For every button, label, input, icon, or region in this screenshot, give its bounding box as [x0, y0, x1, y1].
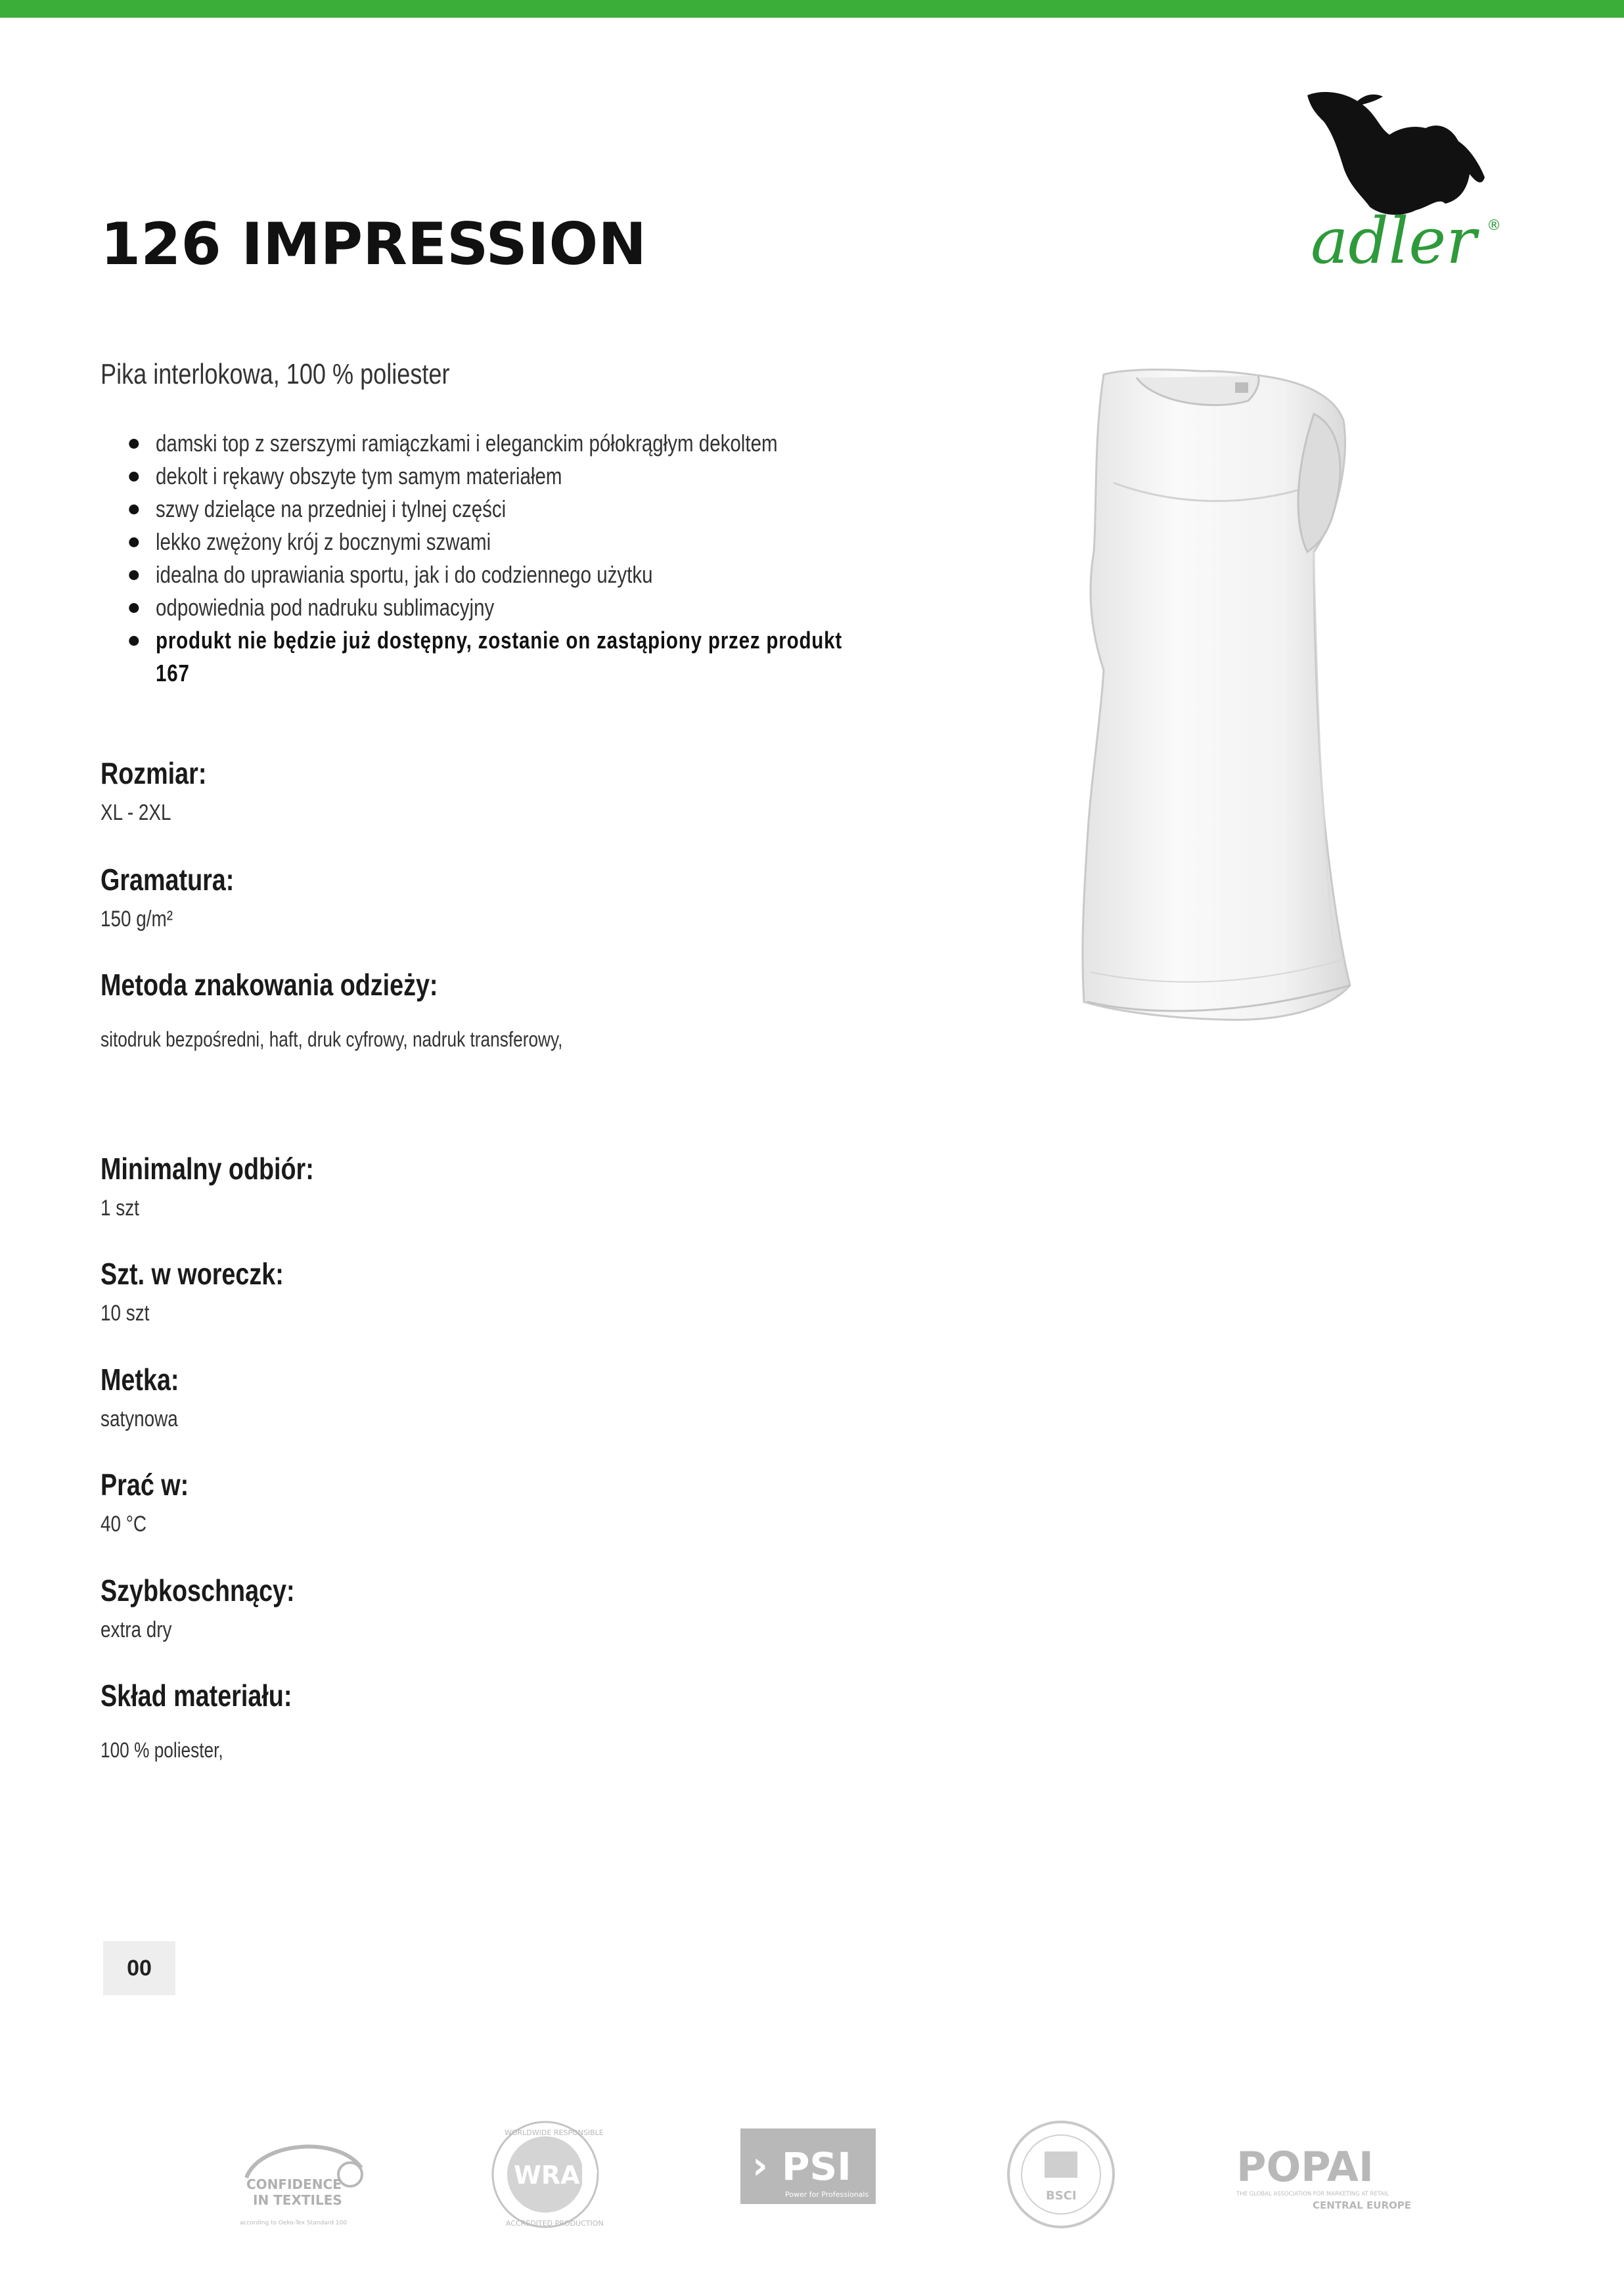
- spec-value: 10 szt: [101, 1301, 150, 1326]
- svg-text:ACCREDITED PRODUCTION: ACCREDITED PRODUCTION: [506, 2219, 604, 2228]
- svg-text:CONFIDENCE: CONFIDENCE: [246, 2176, 342, 2192]
- spec-value: extra dry: [101, 1617, 172, 1642]
- svg-text:THE GLOBAL ASSOCIATION FOR MAR: THE GLOBAL ASSOCIATION FOR MARKETING AT RETAIL: [1236, 2191, 1389, 2197]
- spec-label: Rozmiar:: [101, 756, 207, 790]
- product-image-tank-top: [1025, 355, 1393, 1045]
- svg-text:›: ›: [752, 2143, 768, 2188]
- spec-value: XL - 2XL: [101, 800, 171, 825]
- feature-item: idealna do uprawiania sportu, jak i do codziennego użytku: [156, 558, 802, 591]
- popai-logo: [1235, 2115, 1412, 2234]
- feature-item: szwy dzielące na przedniej i tylnej części: [156, 493, 802, 526]
- spec-value: sitodruk bezpośredni, haft, druk cyfrowy, nadruk transferowy,: [101, 1027, 563, 1051]
- psi-logo: [739, 2115, 877, 2234]
- wrap-logo: [486, 2115, 604, 2234]
- feature-item: lekko zwężony krój z bocznymi szwami: [156, 526, 802, 558]
- spec-quick-dry: [101, 1573, 337, 1643]
- confidence-in-textiles-logo: [233, 2115, 371, 2234]
- feature-item: dekolt i rękawy obszyte tym samym materiałem: [156, 460, 802, 493]
- svg-text:CENTRAL EUROPE: CENTRAL EUROPE: [1313, 2199, 1411, 2211]
- eagle-icon: [1297, 82, 1508, 279]
- product-title: 126 IMPRESSION: [101, 210, 647, 278]
- spec-value: 1 szt: [101, 1196, 139, 1221]
- spec-label-type: [101, 1362, 196, 1432]
- spec-label: Metoda znakowania odzieży:: [101, 968, 438, 1002]
- color-swatch-00[interactable]: 00: [103, 1941, 175, 1995]
- svg-text:PSI: PSI: [782, 2144, 851, 2189]
- bsci-logo: [1005, 2115, 1117, 2234]
- material-subtitle: Pika interlokowa, 100 % poliester: [101, 358, 450, 390]
- spec-label: Metka:: [101, 1362, 179, 1397]
- feature-list: [156, 427, 944, 690]
- spec-label: Gramatura:: [101, 863, 235, 897]
- spec-value: 40 °C: [101, 1512, 147, 1537]
- svg-text:WRAP: WRAP: [514, 2161, 598, 2190]
- svg-text:WORLDWIDE RESPONSIBLE: WORLDWIDE RESPONSIBLE: [505, 2128, 604, 2137]
- feature-item: damski top z szerszymi ramiączkami i eleganckim półokrągłym dekoltem: [156, 427, 802, 460]
- spec-wash-temp: [101, 1467, 208, 1537]
- svg-text:POPAI: POPAI: [1236, 2143, 1374, 2191]
- top-accent-bar: [0, 0, 1624, 18]
- spec-label: Minimalny odbiór:: [101, 1152, 314, 1186]
- spec-pack-qty: [101, 1256, 324, 1326]
- svg-text:®: ®: [1487, 217, 1501, 234]
- spec-label: Prać w:: [101, 1468, 189, 1502]
- spec-min-order: [101, 1151, 361, 1221]
- spec-composition: [101, 1678, 334, 1763]
- spec-label: Szt. w woreczk:: [101, 1257, 284, 1291]
- feature-item: odpowiednia pod nadruku sublimacyjny: [156, 591, 802, 624]
- spec-value: 100 % poliester,: [101, 1738, 223, 1762]
- spec-weight: [101, 862, 263, 932]
- spec-label: Skład materiału:: [101, 1678, 292, 1713]
- certification-logos: [0, 2115, 1624, 2234]
- spec-size: [101, 755, 230, 826]
- svg-text:IN TEXTILES: IN TEXTILES: [253, 2192, 342, 2208]
- adler-logo: [1297, 82, 1508, 279]
- spec-value: satynowa: [101, 1407, 178, 1431]
- svg-text:adler: adler: [1311, 204, 1477, 278]
- spec-value: 150 g/m²: [101, 907, 173, 932]
- svg-text:according to Oeko-Tex Standard: according to Oeko-Tex Standard 100: [240, 2220, 347, 2226]
- spec-label: Szybkoschnący:: [101, 1573, 295, 1608]
- feature-item-discontinued: produkt nie będzie już dostępny, zostanie on zastąpiony przez produkt 167: [156, 624, 846, 690]
- svg-text:Power for Professionals: Power for Professionals: [785, 2190, 869, 2199]
- spec-marking-method: [101, 967, 664, 1052]
- svg-text:BSCI: BSCI: [1046, 2189, 1077, 2203]
